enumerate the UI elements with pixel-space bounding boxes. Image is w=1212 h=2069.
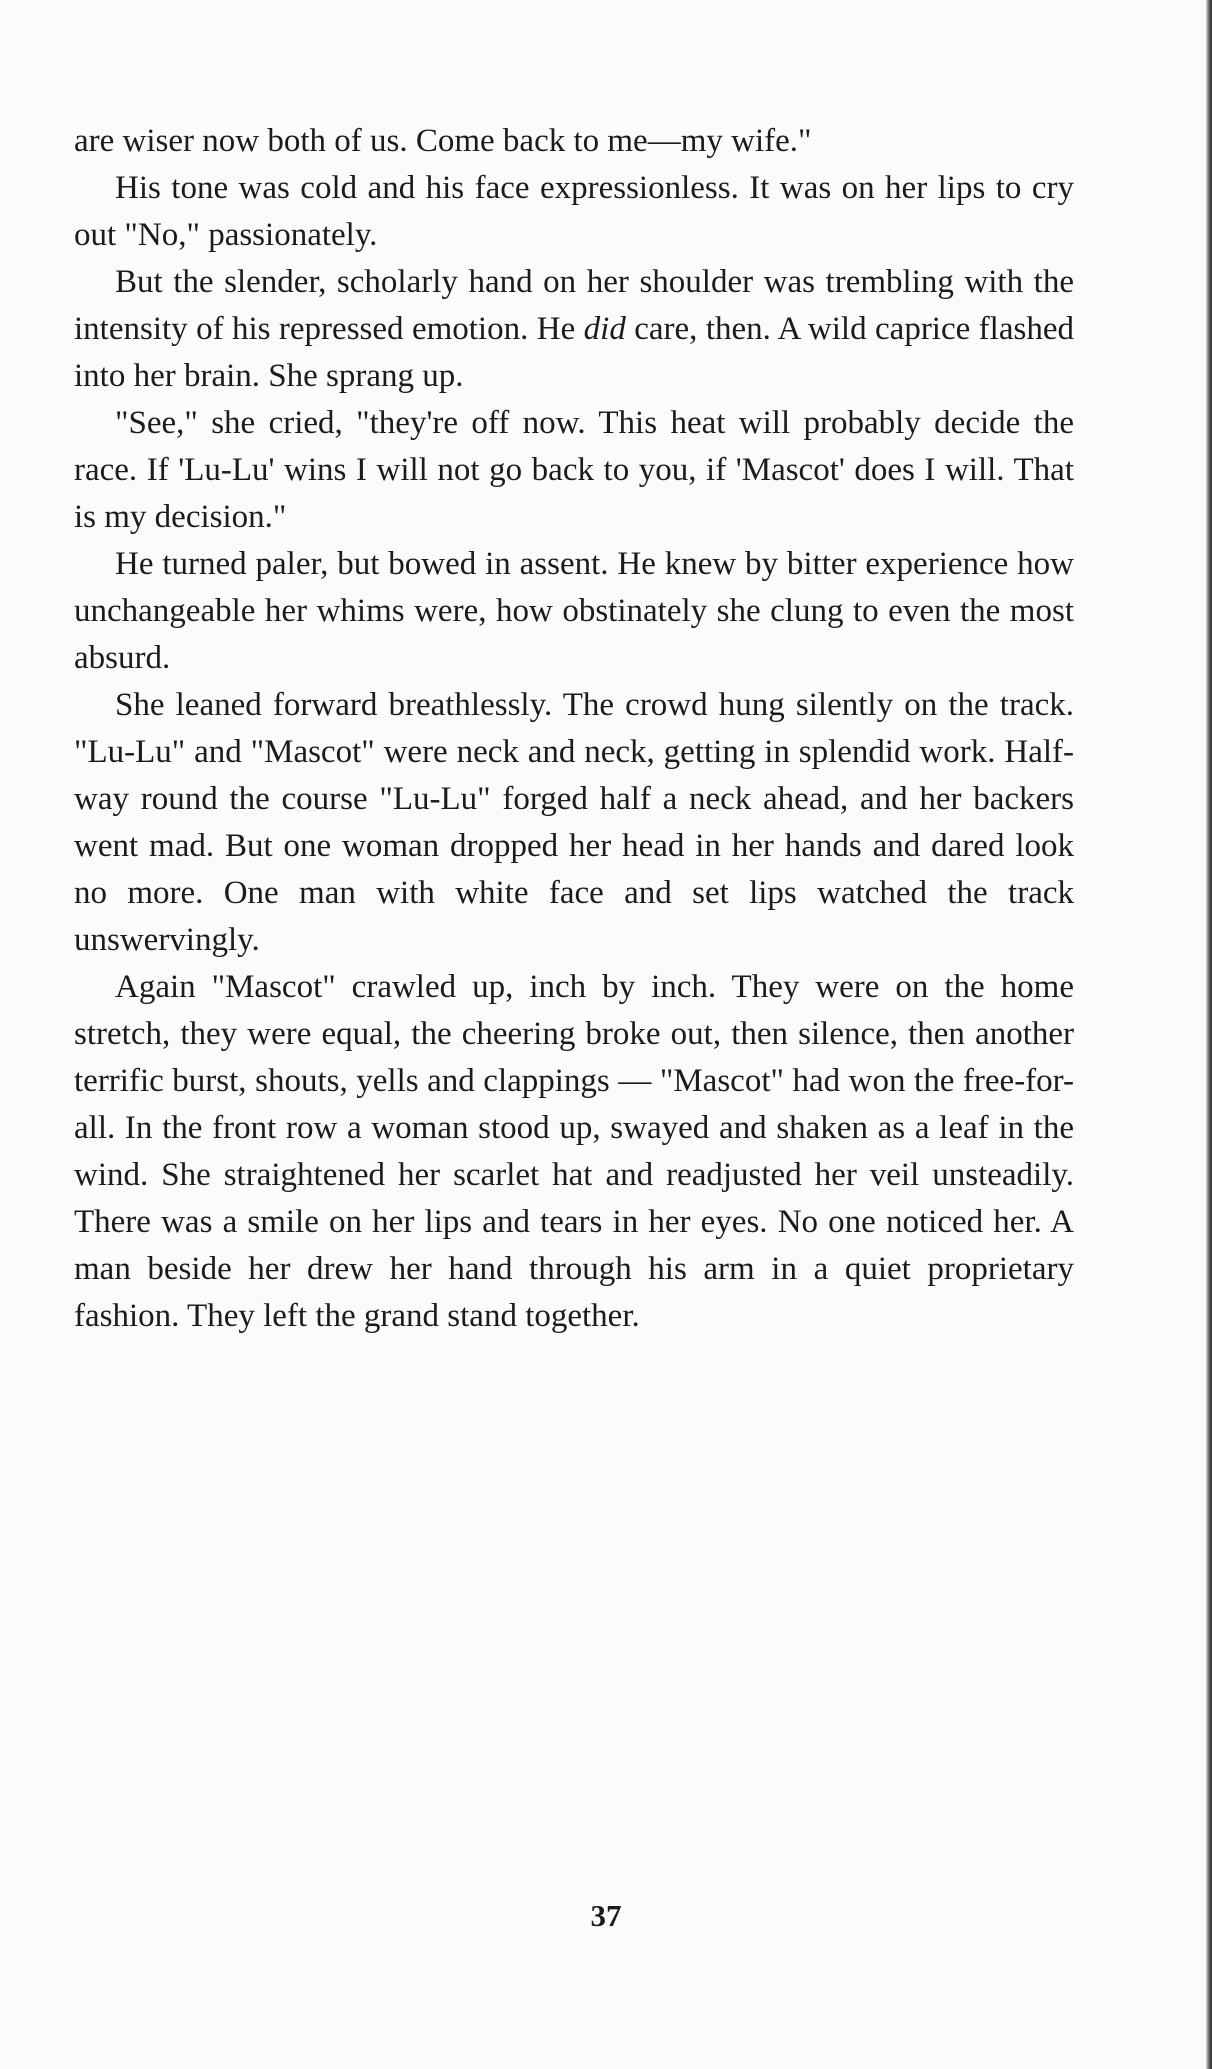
paragraph-text: care, then. A wild caprice flashed into her brain. She sprang up. bbox=[74, 311, 1074, 394]
emphasis-text: did bbox=[583, 311, 626, 347]
paragraph: His tone was cold and his face expressionless. It was on her lips to cry out "No," passionately. bbox=[74, 170, 1074, 253]
page-number: 37 bbox=[590, 1898, 622, 1933]
paragraph bbox=[74, 259, 1074, 400]
page-edge bbox=[1206, 0, 1212, 2069]
paragraph: He turned paler, but bowed in assent. He knew by bitter experience how unchangeable her whims were, how obstinately she clung to even the most absurd. bbox=[74, 546, 1074, 676]
paragraph: are wiser now both of us. Come back to me—my wife." bbox=[74, 123, 812, 159]
paragraph: Again "Mascot" crawled up, inch by inch. They were on the home stretch, they were equal, the cheering broke out, then silence, then another terrific burst, shouts, yells and clappings — "Mascot" had won the free-for-all. In the front row a woman stood up, swayed and shaken as a leaf in the wind. She straightened her scarlet hat and readjusted her veil unsteadily. There was a smile on her lips and tears in her eyes. No one noticed her. A man beside her drew her hand through his arm in a quiet proprietary fashion. They left the grand stand together. bbox=[74, 969, 1074, 1334]
paragraph: "See," she cried, "they're off now. This heat will probably decide the race. If 'Lu-Lu' wins I will not go back to you, if 'Mascot' does I will. That is my decision." bbox=[74, 405, 1074, 535]
body-text bbox=[74, 118, 1074, 1340]
paragraph: She leaned forward breathlessly. The crowd hung silently on the track. "Lu-Lu" and "Mascot" were neck and neck, getting in splendid work. Half-way round the course "Lu-Lu" forged half a neck ahead, and her backers went mad. But one woman dropped her head in her hands and dared look no more. One man with white face and set lips watched the track unswervingly. bbox=[74, 687, 1074, 958]
paragraph-text: But the slender, scholarly hand on her shoulder was trembling with the intensity of his repressed emotion. He bbox=[74, 264, 1074, 347]
